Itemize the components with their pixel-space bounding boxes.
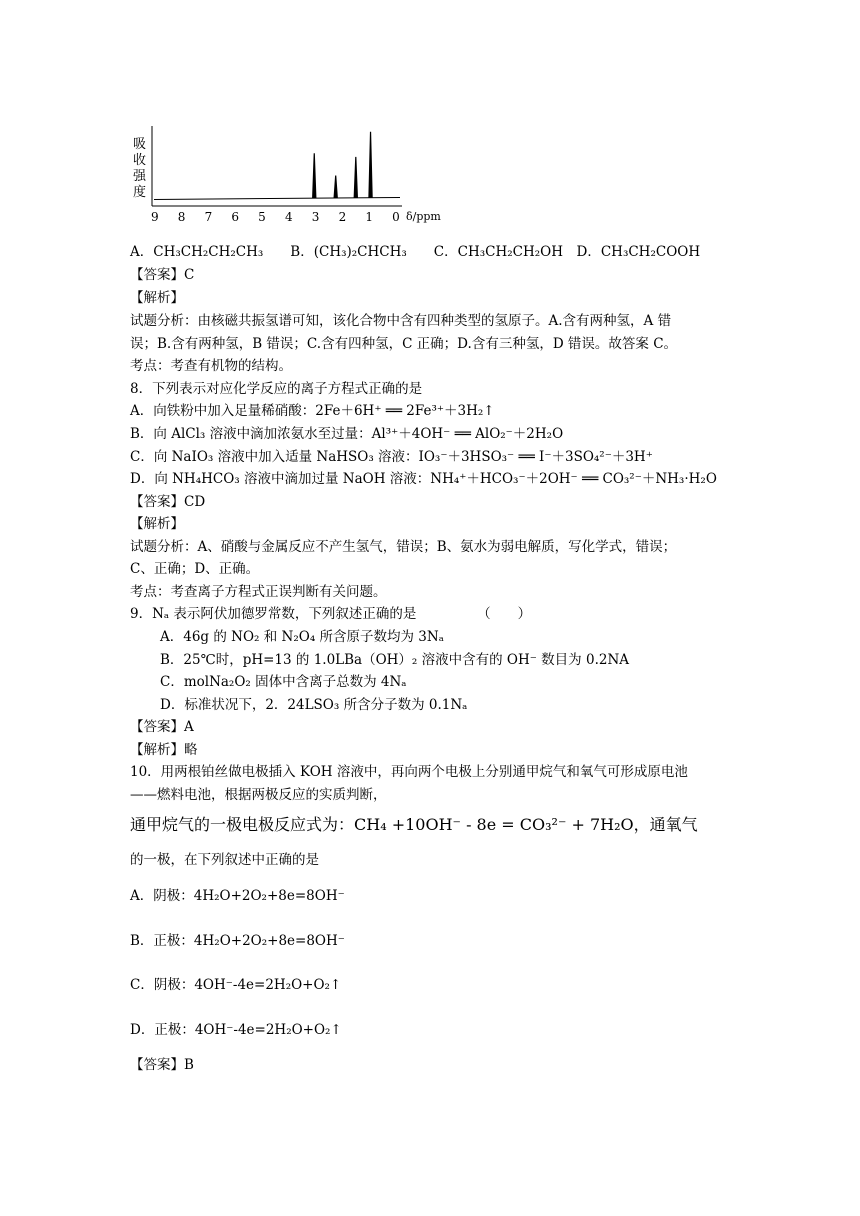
q10-stem-line-4: 的一极，在下列叙述中正确的是 [130,852,319,868]
spectrum-peak [354,157,357,198]
ylabel-char: 收 [133,153,147,168]
q7-options: A．CH₃CH₂CH₂CH₃ B．(CH₃)₂CHCH₃ C．CH₃CH₂CH₂OH D．CH₃CH₂COOH [130,244,701,260]
q8-stem: 8．下列表示对应化学反应的离子方程式正确的是 [130,381,423,397]
x-tick-label: 0 [392,210,400,224]
x-tick-label: 7 [204,210,213,224]
ylabel-char: 吸 [133,137,147,152]
spectrum-peak [334,176,337,198]
nmr-spectrum [130,126,450,226]
q10-option-a: A．阴极：4H₂O+2O₂+8e=8OH⁻ [130,888,345,904]
q8-option-a: A．向铁粉中加入足量稀硝酸：2Fe＋6H⁺ ══ 2Fe³⁺＋3H₂↑ [130,403,495,419]
q7-point: 考点：考查有机物的结构。 [130,358,292,374]
x-tick-label: 1 [365,210,374,224]
q8-analysis-line-1: 试题分析：A、硝酸与金属反应不产生氢气，错误；B、氨水为弱电解质，写化学式，错误； [130,539,677,555]
q9-analysis: 【解析】略 [130,742,198,758]
spectrum-peak [313,153,316,198]
q10-option-b: B．正极：4H₂O+2O₂+8e=8OH⁻ [130,933,345,949]
q8-analysis-label: 【解析】 [130,516,184,532]
q7-analysis-line-1: 试题分析：由核磁共振氢谱可知，该化合物中含有四种类型的氢原子。A.含有两种氢，A 错 [130,313,672,329]
q10-stem-line-3: 通甲烷气的一极电极反应式为：CH₄ +10OH⁻ - 8e = CO₃²⁻ + 7H₂O，通氧气 [130,815,698,834]
q8-option-b: B．向 AlCl₃ 溶液中滴加浓氨水至过量：Al³⁺＋4OH⁻ ══ AlO₂⁻＋2H₂O [130,426,564,442]
x-tick-label: 8 [177,210,186,224]
x-tick-label: 3 [311,210,320,224]
q8-option-d: D．向 NH₄HCO₃ 溶液中滴加过量 NaOH 溶液：NH₄⁺＋HCO₃⁻＋2OH⁻ ══ CO₃²⁻＋NH₃·H₂O [130,471,717,487]
q7-analysis-label: 【解析】 [130,290,184,306]
baseline [154,198,400,200]
q9-option-a: A．46g 的 NO₂ 和 N₂O₄ 所含原子数均为 3Nₐ [160,629,444,645]
q10-stem-line-2: ——燃料电池，根据两极反应的实质判断， [130,787,387,803]
q9-answer: 【答案】A [130,719,194,735]
q10-answer: 【答案】B [130,1057,194,1073]
q8-point: 考点：考查离子方程式正误判断有关问题。 [130,584,387,600]
x-unit-label: δ/ppm [406,210,441,223]
q10-option-c: C．阴极：4OH⁻-4e=2H₂O+O₂↑ [130,977,342,993]
q8-analysis-line-2: C、正确；D、正确。 [130,561,260,577]
x-tick-label: 2 [338,210,347,224]
q10-option-d: D．正极：4OH⁻-4e=2H₂O+O₂↑ [130,1022,342,1038]
q9-option-c: C．molNa₂O₂ 固体中含离子总数为 4Nₐ [160,674,407,690]
q8-answer: 【答案】CD [130,494,206,510]
x-tick-label: 6 [231,210,240,224]
y-axis-label [133,137,147,200]
q7-answer: 【答案】C [130,267,195,283]
x-tick-label: 5 [258,210,266,224]
x-tick-label: 9 [150,210,159,224]
q9-option-b: B．25℃时，pH=13 的 1.0LBa（OH）₂ 溶液中含有的 OH⁻ 数目为 0.2NA [160,652,630,668]
x-tick-label: 4 [284,210,293,224]
q10-stem-line-1: 10．用两根铂丝做电极插入 KOH 溶液中，再向两个电极上分别通甲烷气和氧气可形成原电池 [130,764,688,780]
ylabel-char: 强 [133,169,147,184]
q7-analysis-line-2: 误；B.含有两种氢，B 错误；C.含有四种氢，C 正确；D.含有三种氢，D 错误。故答案 C。 [130,336,678,352]
q9-option-d: D．标准状况下，2．24LSO₃ 所含分子数为 0.1Nₐ [160,697,468,713]
ylabel-char: 度 [133,185,147,200]
q9-stem: 9．Nₐ 表示阿伏加德罗常数，下列叙述正确的是 （ ） [130,606,532,622]
spectrum-peak [369,132,372,198]
q8-option-c: C．向 NaIO₃ 溶液中加入适量 NaHSO₃ 溶液：IO₃⁻＋3HSO₃⁻ ══ I⁻＋3SO₄²⁻＋3H⁺ [130,449,653,465]
